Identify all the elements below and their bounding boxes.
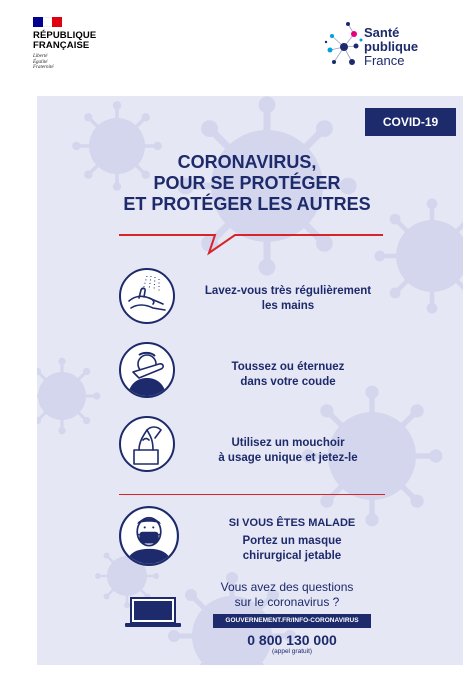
mask-icon	[119, 506, 179, 566]
if-sick-heading: SI VOUS ÊTES MALADE	[228, 517, 356, 529]
section-divider	[119, 494, 385, 495]
republique-francaise-name: RÉPUBLIQUE FRANÇAISE	[33, 30, 97, 51]
phone-number[interactable]: 0 800 130 000	[247, 632, 337, 648]
free-call-note: (appel gratuit)	[271, 648, 313, 655]
sante-publique-france-logo	[324, 20, 444, 74]
tip-tissue: Utilisez un mouchoir à usage unique et jetez-le	[218, 437, 358, 464]
laptop-icon	[124, 596, 182, 630]
hand-washing-icon	[119, 268, 175, 324]
covid-19-badge: COVID-19	[365, 108, 456, 136]
covid-poster	[37, 96, 463, 665]
republique-francaise-logo	[33, 17, 123, 71]
tissue-icon	[119, 416, 175, 472]
speech-bubble-underline-icon	[37, 96, 463, 276]
tip-wash-hands: Lavez-vous très régulièrement les mains	[204, 285, 372, 312]
republique-motto: Liberté Égalité Fraternité	[33, 54, 54, 70]
tip-cough-elbow: Toussez ou éternuez dans votre coude	[231, 361, 345, 388]
wear-mask-text: Portez un masque chirurgical jetable	[242, 535, 342, 562]
spf-name: Santé publique France	[364, 25, 419, 68]
cough-elbow-icon	[119, 342, 175, 398]
spf-molecule-icon	[324, 20, 364, 74]
poster-title: CORONAVIRUS, POUR SE PROTÉGER ET PROTÉGER LES AUTRES	[123, 152, 371, 214]
marianne-flag-icon	[33, 17, 62, 27]
info-coronavirus-link[interactable]: GOUVERNEMENT.FR/INFO-CORONAVIRUS	[213, 614, 371, 628]
questions-text: Vous avez des questions sur le coronavirus ?	[220, 580, 354, 609]
